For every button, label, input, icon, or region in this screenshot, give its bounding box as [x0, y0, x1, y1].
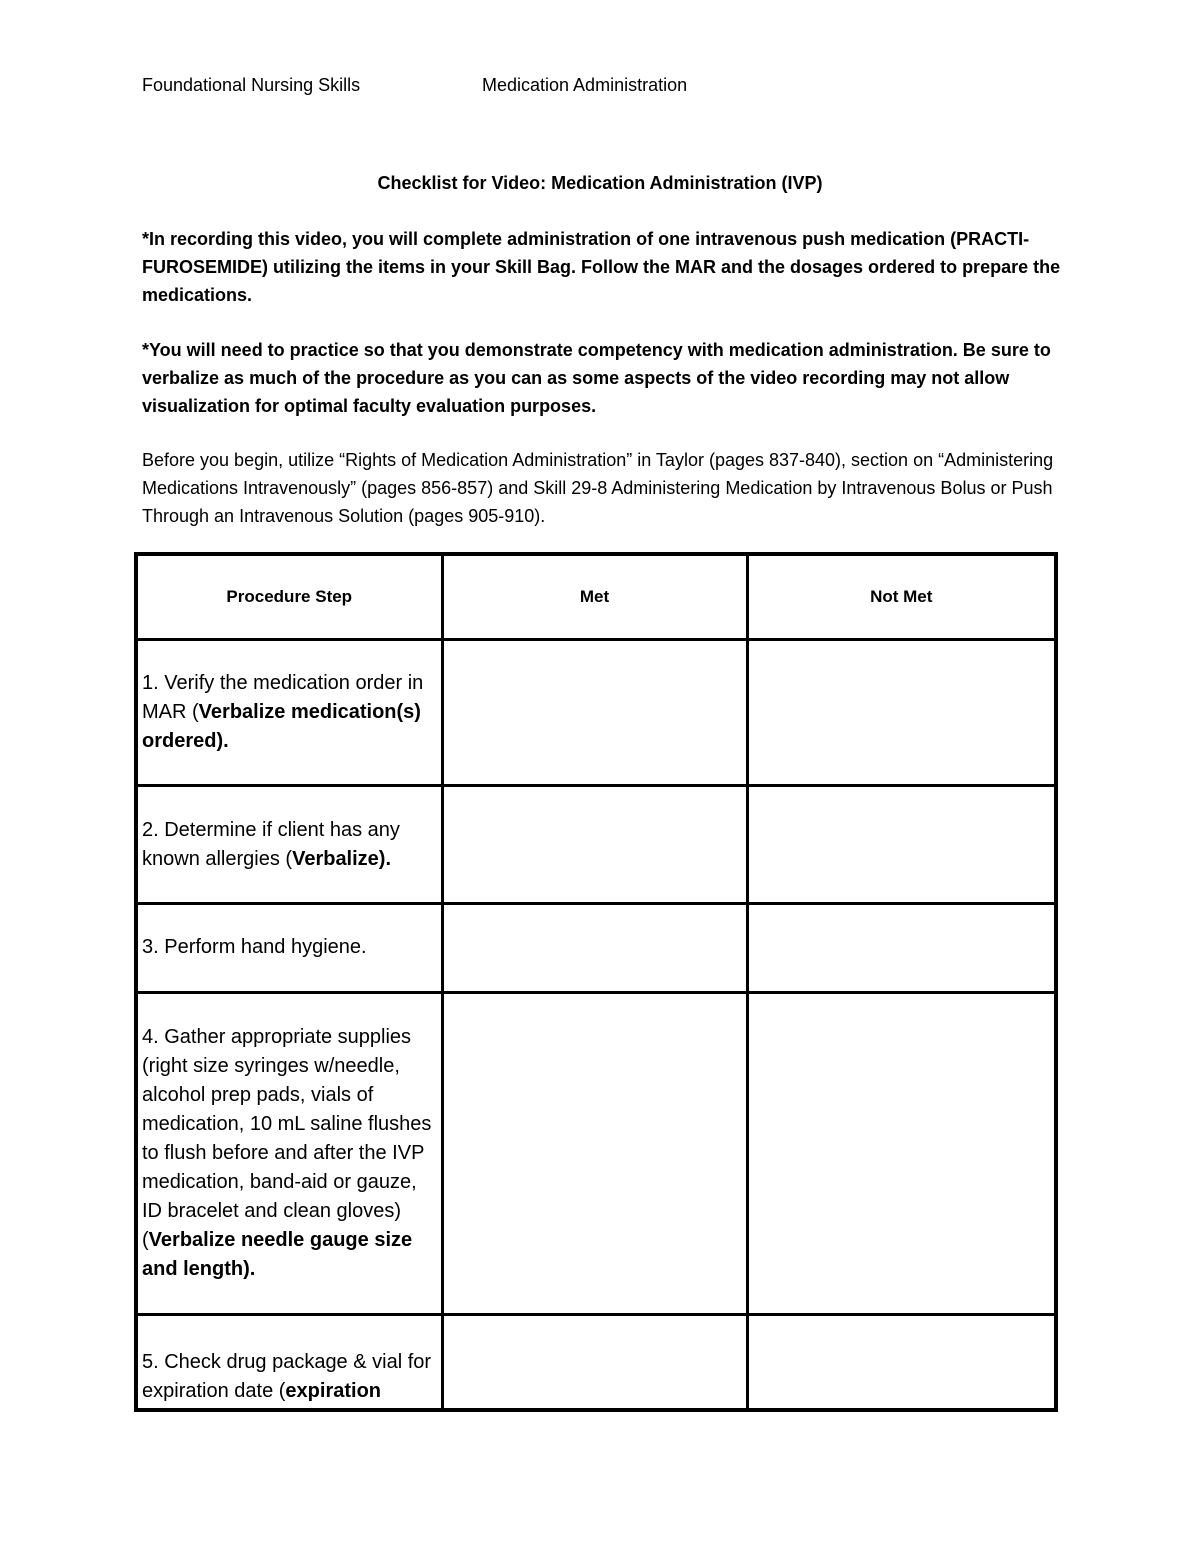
- header-met: Met: [442, 554, 747, 640]
- procedure-step-cell: [136, 640, 442, 786]
- procedure-step-cell: [136, 786, 442, 904]
- table-row: [136, 786, 1056, 904]
- not-met-cell[interactable]: [747, 786, 1056, 904]
- instruction-paragraph-2: *You will need to practice so that you demonstrate competency with medication administration. Be sure to verbalize as much of the procedure as you can as some aspects of the video recording may not allow visualization for optimal faculty evaluation purposes.: [142, 340, 1051, 416]
- checklist-table: [134, 552, 1058, 1412]
- step-verbalize-text: expiration: [285, 1380, 381, 1402]
- met-cell[interactable]: [442, 786, 747, 904]
- instruction-paragraph-1: *In recording this video, you will complete administration of one intravenous push medication (PRACTI-FUROSEMIDE) utilizing the items in your Skill Bag. Follow the MAR and the dosages ordered to prepare the medications.: [142, 229, 1061, 305]
- procedure-step-cell: [136, 1314, 442, 1410]
- table-row: [136, 640, 1056, 786]
- table-row: [136, 992, 1056, 1314]
- step-verbalize-text: Verbalize).: [292, 847, 392, 870]
- not-met-cell[interactable]: [747, 640, 1056, 786]
- step-verbalize-text: Verbalize medication(s) ordered).: [142, 701, 421, 753]
- document-title: Checklist for Video: Medication Administration (IVP): [377, 173, 823, 193]
- met-cell[interactable]: [442, 903, 747, 992]
- step-text: 4. Gather appropriate supplies (right size syringes w/needle, alcohol prep pads, vials of medication, 10 mL saline flushes to flush before and after the IVP medication, band-aid or gauze, ID bracelet and clean gloves) (: [142, 1025, 432, 1251]
- met-cell[interactable]: [442, 992, 747, 1314]
- step-text: 1. Verify the medication order in MAR (: [142, 672, 424, 724]
- not-met-cell[interactable]: [747, 992, 1056, 1314]
- step-text: 3. Perform hand hygiene.: [142, 936, 367, 959]
- header-procedure-step: Procedure Step: [136, 554, 442, 640]
- met-cell[interactable]: [442, 640, 747, 786]
- header-not-met: Not Met: [747, 554, 1056, 640]
- not-met-cell[interactable]: [747, 1314, 1056, 1410]
- header-course-name: Foundational Nursing Skills: [142, 75, 361, 95]
- not-met-cell[interactable]: [747, 903, 1056, 992]
- header-topic: Medication Administration: [482, 75, 688, 95]
- procedure-step-cell: [136, 903, 442, 992]
- step-text: 5. Check drug package & vial for expiration date (: [142, 1351, 432, 1402]
- table-row: [136, 903, 1056, 992]
- table-row: [136, 1314, 1056, 1410]
- step-verbalize-text: Verbalize needle gauge size and length).: [142, 1228, 413, 1280]
- table-header-row: [136, 554, 1056, 640]
- instruction-paragraph-3: Before you begin, utilize “Rights of Medication Administration” in Taylor (pages 837-840), section on “Administering Medications Intravenously” (pages 856-857) and Skill 29-8 Administering Medication by Intravenous Bolus or Push Through an Intravenous Solution (pages 905-910).: [142, 450, 1054, 526]
- procedure-step-cell: [136, 992, 442, 1314]
- step-text: 2. Determine if client has any known allergies (: [142, 818, 400, 870]
- met-cell[interactable]: [442, 1314, 747, 1410]
